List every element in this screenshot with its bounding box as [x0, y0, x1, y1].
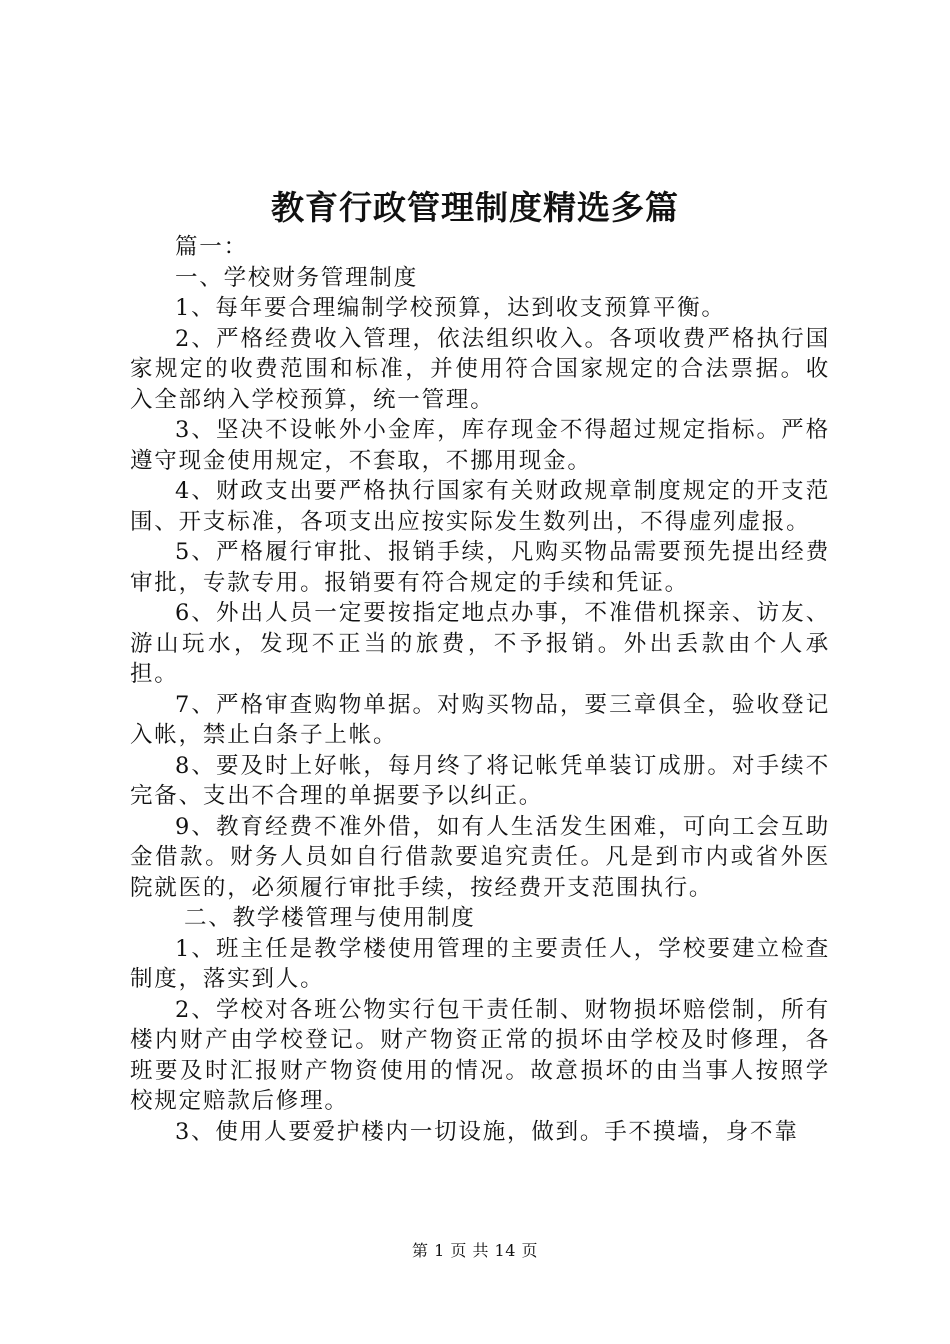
paragraph: 4、财政支出要严格执行国家有关财政规章制度规定的开支范围、开支标准，各项支出应按实际发生数列出，不得虚列虚报。	[130, 478, 830, 535]
paragraph: 1、每年要合理编制学校预算，达到收支预算平衡。	[175, 295, 726, 321]
paragraph: 5、严格履行审批、报销手续，凡购买物品需要预先提出经费审批，专款专用。报销要有符合规定的手续和凭证。	[130, 539, 830, 596]
paragraph: 6、外出人员一定要按指定地点办事，不准借机探亲、访友、游山玩水，发现不正当的旅费，不予报销。外出丢款由个人承担。	[130, 600, 830, 687]
paragraph: 7、严格审查购物单据。对购买物品，要三章俱全，验收登记入帐，禁止白条子上帐。	[130, 691, 830, 748]
paragraph-heading-building: 二、教学楼管理与使用制度	[184, 905, 476, 931]
paragraph: 2、学校对各班公物实行包干责任制、财物损坏赔偿制，所有楼内财产由学校登记。财产物资正常的损坏由学校及时修理，各班要及时汇报财产物资使用的情况。故意损坏的由当事人按照学校规定赔款后修理。	[130, 996, 830, 1114]
document-body	[130, 232, 830, 1147]
paragraph: 9、教育经费不准外借，如有人生活发生困难，可向工会互助金借款。财务人员如自行借款要追究责任。凡是到市内或省外医院就医的，必须履行审批手续，按经费开支范围执行。	[130, 813, 830, 901]
paragraph: 8、要及时上好帐，每月终了将记帐凭单装订成册。对手续不完备、支出不合理的单据要予以纠正。	[130, 752, 830, 809]
paragraph: 3、坚决不设帐外小金库，库存现金不得超过规定指标。严格遵守现金使用规定，不套取，不挪用现金。	[130, 417, 830, 474]
paragraph-section-label: 篇一：	[175, 234, 248, 260]
paragraph: 3、使用人要爱护楼内一切设施，做到。手不摸墙，身不靠	[175, 1118, 799, 1145]
paragraph: 1、班主任是教学楼使用管理的主要责任人，学校要建立检查制度，落实到人。	[130, 935, 830, 992]
document-title: 教育行政管理制度精选多篇	[271, 188, 679, 227]
paragraph: 2、严格经费收入管理，依法组织收入。各项收费严格执行国家规定的收费范围和标准，并使用符合国家规定的合法票据。收入全部纳入学校预算，统一管理。	[130, 325, 830, 413]
page-number-footer: 第 1 页 共 14 页	[412, 1241, 538, 1260]
paragraph-heading-finance: 一、学校财务管理制度	[175, 264, 419, 291]
